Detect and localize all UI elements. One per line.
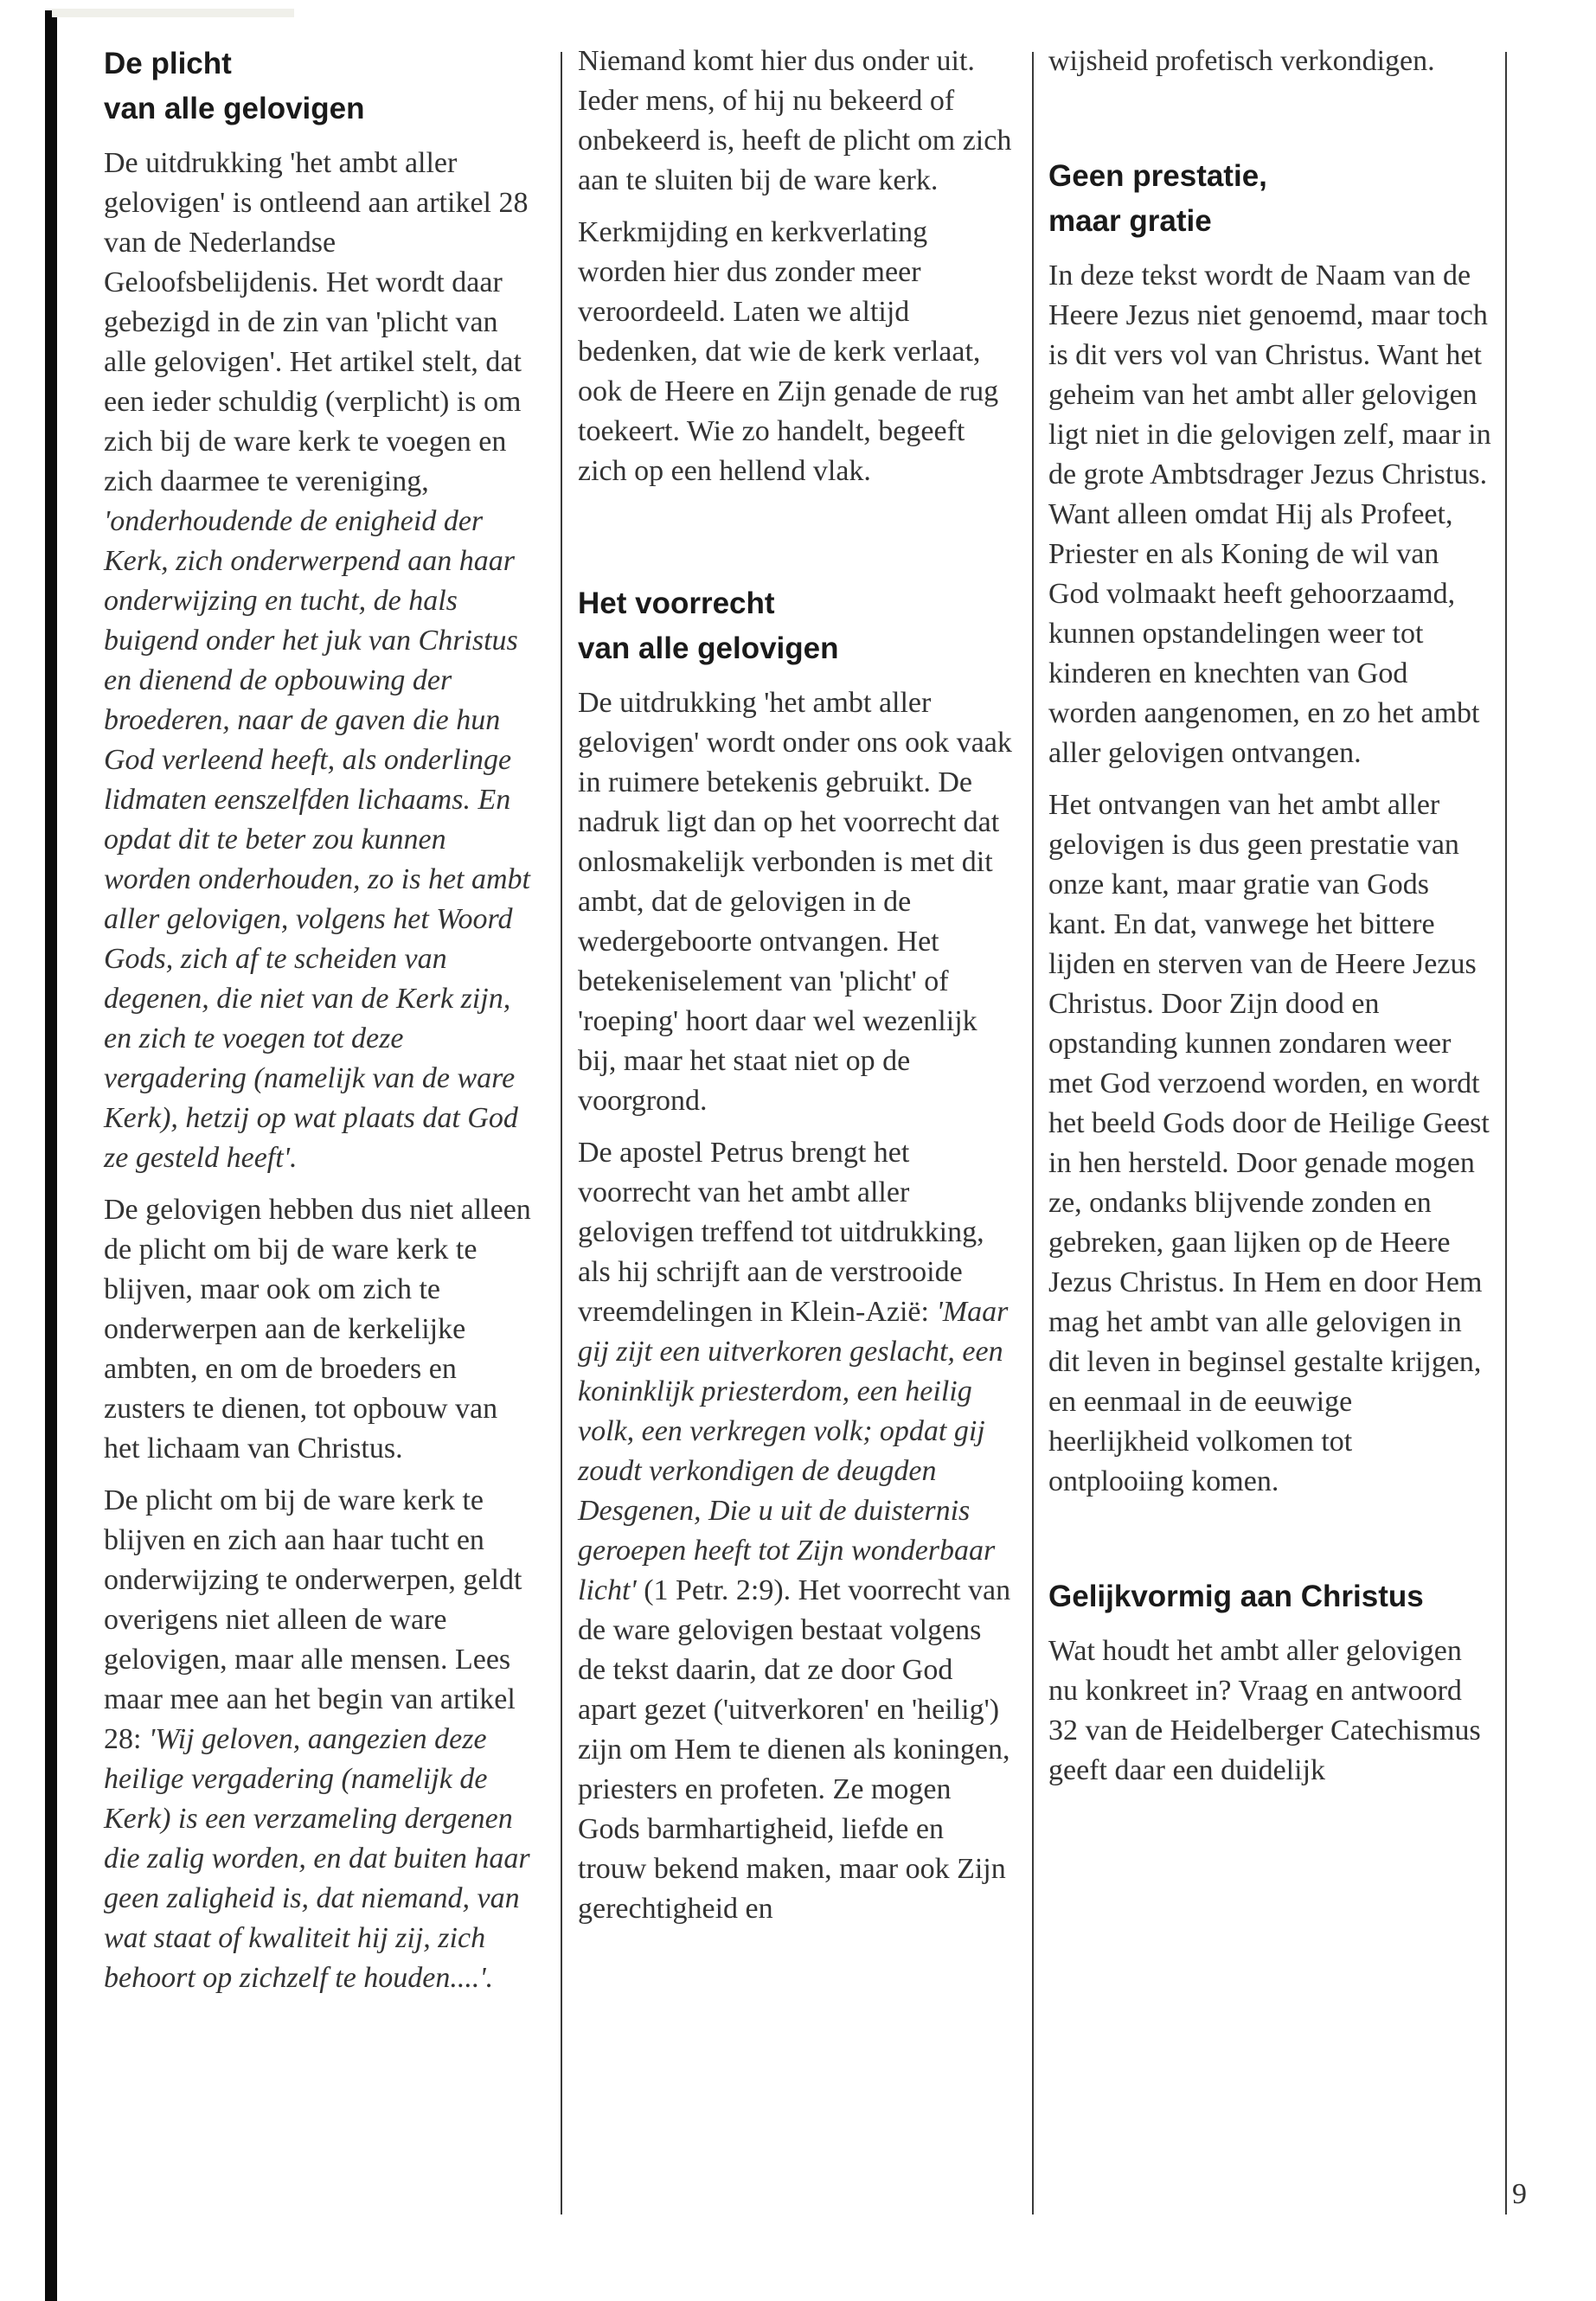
body-text: (1 Petr. 2:9). Het voorrecht van de ware gelovigen bestaat volgens de tekst daarin, dat ze door God apart gezet ('uitverkoren' en 'heilig') zijn om Hem te dienen als koningen, priesters en profeten. Ze mogen Gods barmhartigheid, liefde en trouw bekend maken, maar ook Zijn gerechtigheid en <box>578 1574 1011 1925</box>
column-2 <box>578 42 1015 1941</box>
column-rule <box>561 52 562 2214</box>
paragraph <box>104 1481 536 1998</box>
paragraph: De uitdrukking 'het ambt aller gelovigen' wordt onder ons ook vaak in ruimere betekenis gebruikt. De nadruk ligt dan op het voorrecht dat onlosmakelijk verbonden is met dit ambt, dat de gelovigen in de wedergeboorte ontvangen. Het betekeniselement van 'plicht' of 'roeping' hoort daar wel wezenlijk bij, maar het staat niet op de voorgrond. <box>578 687 1012 1117</box>
paragraph: Het ontvangen van het ambt aller gelovigen is dus geen prestatie van onze kant, maar gratie van Gods kant. En dat, vanwege het bittere lijden en sterven van de Heere Jezus Christus. Door Zijn dood en opstanding kunnen zondaren weer met God verzoend worden, en wordt het beeld Gods door de Heilige Geest in hen hersteld. Door genade mogen ze, ondanks blijvende zonden en gebreken, gaan lijken op de Heere Jezus Christus. In Hem en door Hem mag het ambt van alle gelovigen in dit leven in beginsel gestalte krijgen, en eenmaal in de eeuwige heerlijkheid volkomen tot ontplooiing komen. <box>1048 789 1490 1497</box>
section-heading-prestatie: Geen prestatie, maar gratie <box>1048 159 1267 238</box>
paragraph: Wat houdt het ambt aller gelovigen nu konkreet in? Vraag en antwoord 32 van de Heidelberger Catechismus geeft daar een duidelijk <box>1048 1635 1481 1786</box>
section-heading-voorrecht: Het voorrecht van alle gelovigen <box>578 586 839 665</box>
paragraph <box>578 1133 1015 1929</box>
body-text: De plicht om bij de ware kerk te blijven en zich aan haar tucht en onderwijzing te onderwerpen, geldt overigens niet alleen de ware gelovigen, maar alle mensen. Lees maar mee aan het begin van artikel 28: <box>104 1484 522 1755</box>
section-heading-gelijkvormig: Gelijkvormig aan Christus <box>1048 1580 1424 1613</box>
body-text: De apostel Petrus brengt het voorrecht van het ambt aller gelovigen treffend tot uitdrukking, als hij schrijft aan de verstrooide vreemdelingen in Klein-Azië: <box>578 1137 984 1328</box>
column-1 <box>104 42 536 2010</box>
paragraph: wijsheid profetisch verkondigen. <box>1048 45 1435 77</box>
column-rule <box>1505 52 1507 2214</box>
quote-text: 'onderhoudende de enigheid der Kerk, zich onderwerpend aan haar onderwijzing en tucht, de hals buigend onder het juk van Christus en dienend de opbouwing der broederen, naar de gaven die hun God verleend heeft, als onderlinge lidmaten eenszelfden lichaams. En opdat dit te beter zou kunnen worden onderhouden, zo is het ambt aller gelovigen, volgens het Woord Gods, zich af te scheiden van degenen, die niet van de Kerk zijn, en zich te voegen tot deze vergadering (namelijk van de ware Kerk), hetzij op wat plaats dat God ze gesteld heeft'. <box>104 505 530 1174</box>
page-number: 9 <box>1512 2178 1527 2210</box>
quote-text: 'Wij geloven, aangezien deze heilige vergadering (namelijk de Kerk) is een verzameling dergenen die zalig worden, en dat buiten haar geen zaligheid is, dat niemand, van wat staat of kwaliteit hij zij, zich behoort op zichzelf te houden....'. <box>104 1723 530 1994</box>
section-heading-plicht: De plicht van alle gelovigen <box>104 47 365 125</box>
paragraph: Kerkmijding en kerkverlating worden hier dus zonder meer veroordeeld. Laten we altijd bedenken, dat wie de kerk verlaat, ook de Heere en Zijn genade de rug toekeert. Wie zo handelt, begeeft zich op een hellend vlak. <box>578 216 999 487</box>
paragraph: De gelovigen hebben dus niet alleen de plicht om bij de ware kerk te blijven, maar ook om zich te onderwerpen aan de kerkelijke ambten, en om de broeders en zusters te dienen, tot opbouw van het lichaam van Christus. <box>104 1194 531 1465</box>
scan-artifact <box>52 9 294 17</box>
quote-text: 'Maar gij zijt een uitverkoren geslacht, een koninklijk priesterdom, een heilig volk, een verkregen volk; opdat gij zoudt verkondigen de deugden Desgenen, Die u uit de duisternis geroepen heeft tot Zijn wonderbaar licht' <box>578 1296 1009 1606</box>
binding-edge <box>45 10 57 2301</box>
paragraph <box>104 144 536 1178</box>
column-3 <box>1048 42 1494 1803</box>
paragraph: Niemand komt hier dus onder uit. Ieder mens, of hij nu bekeerd of onbekeerd is, heeft de plicht om zich aan te sluiten bij de ware kerk. <box>578 45 1012 196</box>
body-text: De uitdrukking 'het ambt aller gelovigen' is ontleend aan artikel 28 van de Nederlandse Geloofsbelijdenis. Het wordt daar gebezigd in de zin van 'plicht van alle gelovigen'. Het artikel stelt, dat een ieder schuldig (verplicht) is om zich bij de ware kerk te voegen en zich daarmee te vereniging, <box>104 147 529 497</box>
column-rule <box>1032 52 1034 2214</box>
paragraph: In deze tekst wordt de Naam van de Heere Jezus niet genoemd, maar toch is dit vers vol van Christus. Want het geheim van het ambt aller gelovigen ligt niet in die gelovigen zelf, maar in de grote Ambtsdrager Jezus Christus. Want alleen omdat Hij als Profeet, Priester en als Koning de wil van God volmaakt heeft gehoorzaamd, kunnen opstandelingen weer tot kinderen en knechten van God worden aangenomen, en zo het ambt aller gelovigen ontvangen. <box>1048 260 1491 769</box>
